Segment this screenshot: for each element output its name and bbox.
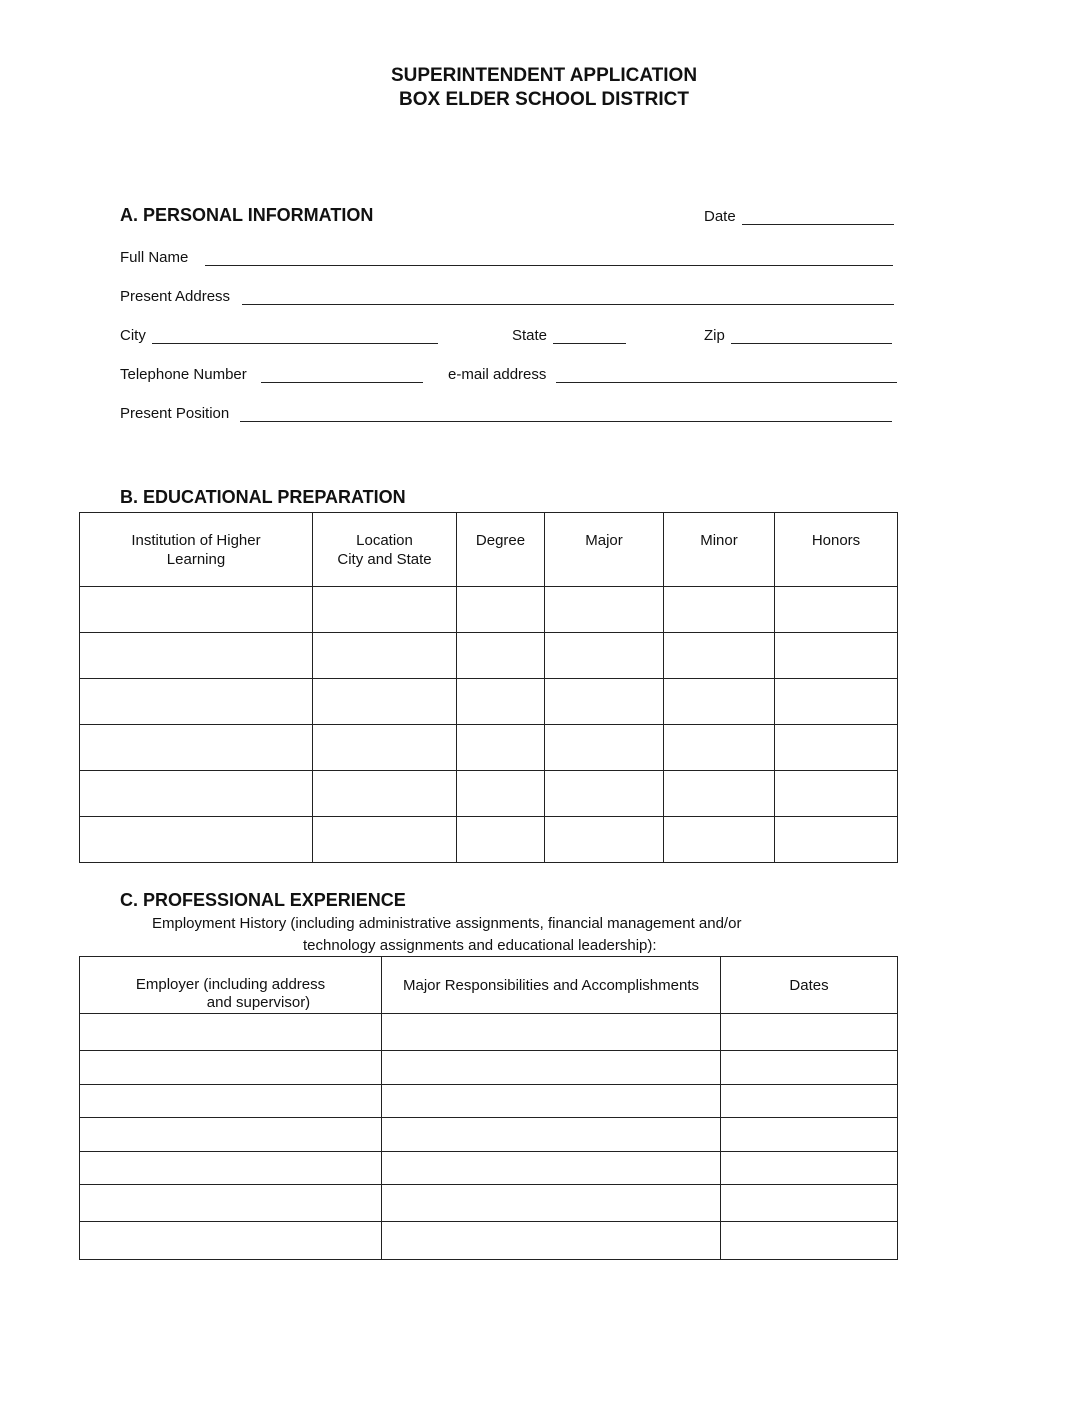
employment-cell[interactable] [721,1222,898,1260]
education-cell[interactable] [664,679,775,725]
education-cell[interactable] [775,771,898,817]
education-cell[interactable] [775,817,898,863]
education-cell[interactable] [80,771,313,817]
present-address-field[interactable] [242,304,894,305]
col-major: Major [545,513,664,587]
education-cell[interactable] [313,817,457,863]
education-row [80,633,898,679]
employment-cell[interactable] [80,1118,382,1152]
col-minor: Minor [664,513,775,587]
col-institution-line2: Learning [166,551,226,568]
state-field[interactable] [553,343,626,344]
education-cell[interactable] [545,587,664,633]
education-row [80,725,898,771]
employment-header-row [80,957,898,1014]
education-cell[interactable] [457,771,545,817]
col-employer [80,957,382,1014]
employment-cell[interactable] [721,1118,898,1152]
col-location-line1: Location [356,532,413,549]
employment-cell[interactable] [721,1185,898,1222]
employment-row [80,1051,898,1085]
education-cell[interactable] [80,633,313,679]
education-cell[interactable] [457,587,545,633]
education-cell[interactable] [457,633,545,679]
section-c-heading: C. PROFESSIONAL EXPERIENCE [120,890,406,910]
district-name: BOX ELDER SCHOOL DISTRICT [399,89,689,110]
education-cell[interactable] [545,679,664,725]
education-cell[interactable] [775,633,898,679]
employment-cell[interactable] [721,1085,898,1118]
zip-label: Zip [704,327,725,344]
employment-row [80,1014,898,1051]
full-name-label: Full Name [120,249,189,266]
education-cell[interactable] [80,725,313,771]
education-cell[interactable] [80,817,313,863]
employment-cell[interactable] [382,1152,721,1185]
employment-cell[interactable] [382,1185,721,1222]
employment-table [79,956,898,1260]
employment-row [80,1152,898,1185]
employment-cell[interactable] [80,1222,382,1260]
zip-field[interactable] [731,343,892,344]
education-cell[interactable] [313,771,457,817]
education-row [80,679,898,725]
education-cell[interactable] [457,725,545,771]
education-cell[interactable] [80,679,313,725]
employment-cell[interactable] [382,1118,721,1152]
education-cell[interactable] [313,587,457,633]
education-row [80,817,898,863]
col-institution-line1: Institution of Higher [131,532,261,549]
education-cell[interactable] [545,771,664,817]
employment-cell[interactable] [80,1085,382,1118]
education-row [80,587,898,633]
education-cell[interactable] [664,587,775,633]
education-cell[interactable] [775,587,898,633]
col-employer-line1: Employer (including address [135,976,326,993]
date-field[interactable] [742,224,894,225]
form-title: SUPERINTENDENT APPLICATION [390,65,698,86]
employment-cell[interactable] [721,1051,898,1085]
date-label: Date [704,208,736,225]
col-institution [80,513,313,587]
employment-cell[interactable] [80,1185,382,1222]
education-cell[interactable] [313,633,457,679]
employment-rows [80,1014,898,1260]
col-employer-line2: and supervisor) [206,994,311,1011]
section-a-heading: A. PERSONAL INFORMATION [120,205,374,225]
education-row [80,771,898,817]
employment-cell[interactable] [382,1051,721,1085]
education-cell[interactable] [457,817,545,863]
education-cell[interactable] [775,725,898,771]
education-header-row [80,513,898,587]
education-cell[interactable] [80,587,313,633]
present-address-label: Present Address [120,288,231,305]
education-rows [80,587,898,863]
email-label: e-mail address [448,366,547,383]
employment-cell[interactable] [80,1152,382,1185]
employment-row [80,1185,898,1222]
col-dates: Dates [721,957,898,1014]
present-position-label: Present Position [120,405,230,422]
city-label: City [120,327,146,344]
education-cell[interactable] [664,817,775,863]
section-b-heading: B. EDUCATIONAL PREPARATION [120,487,406,507]
city-field[interactable] [152,343,438,344]
education-cell[interactable] [775,679,898,725]
education-cell[interactable] [313,725,457,771]
employment-cell[interactable] [80,1014,382,1051]
education-cell[interactable] [313,679,457,725]
telephone-field[interactable] [261,382,423,383]
employment-cell[interactable] [382,1085,721,1118]
telephone-label: Telephone Number [120,366,247,383]
col-location [313,513,457,587]
education-cell[interactable] [664,771,775,817]
employment-cell[interactable] [721,1152,898,1185]
employment-row [80,1118,898,1152]
education-table [79,512,898,863]
employment-row [80,1222,898,1260]
col-degree: Degree [457,513,545,587]
education-cell[interactable] [545,725,664,771]
education-cell[interactable] [545,817,664,863]
employment-cell[interactable] [382,1014,721,1051]
employment-row [80,1085,898,1118]
employment-cell[interactable] [382,1222,721,1260]
email-field[interactable] [556,382,897,383]
col-honors: Honors [775,513,898,587]
employment-description-line1: Employment History (including administrative assignments, financial management and/or [152,915,742,932]
employment-description-line2: technology assignments and educational leadership): [303,937,657,954]
employment-cell[interactable] [80,1051,382,1085]
state-label: State [512,327,548,344]
education-cell[interactable] [457,679,545,725]
employment-cell[interactable] [721,1014,898,1051]
col-location-line2: City and State [337,551,432,568]
education-cell[interactable] [545,633,664,679]
col-responsibilities: Major Responsibilities and Accomplishments [382,957,721,1014]
present-position-field[interactable] [240,421,892,422]
full-name-field[interactable] [205,265,893,266]
education-cell[interactable] [664,725,775,771]
education-cell[interactable] [664,633,775,679]
